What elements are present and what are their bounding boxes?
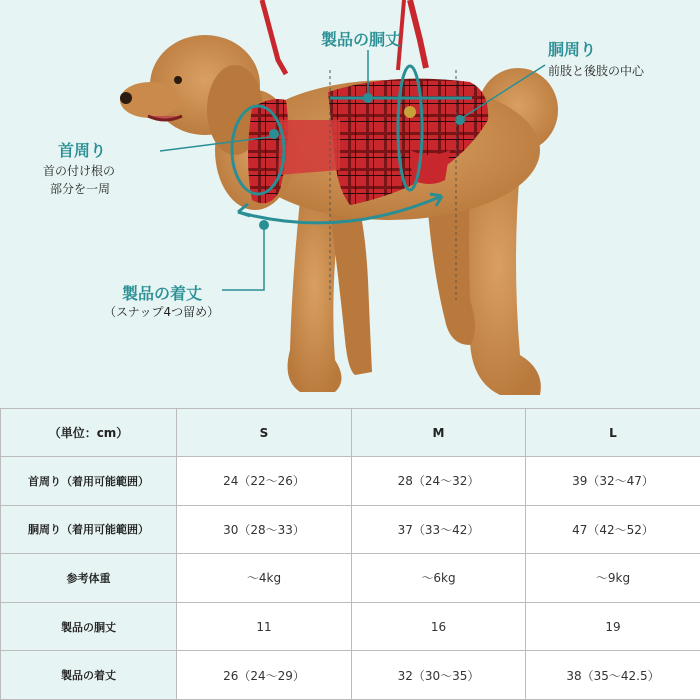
row-label-body-length: 製品の胴丈 (1, 602, 177, 651)
body-length-callout-title: 製品の胴丈 (321, 30, 402, 49)
table-row (1, 505, 700, 554)
table-header-row (1, 409, 700, 457)
table-cell: 38（35〜42.5） (526, 651, 700, 700)
neck-callout-desc-line1: 首の付け根の (43, 164, 116, 178)
size-chart-table (0, 408, 700, 700)
size-header-s: S (177, 409, 352, 457)
table-cell: 30（28〜33） (177, 505, 352, 554)
table-row (1, 602, 700, 651)
chest-callout-desc: 前肢と後肢の中心 (548, 64, 645, 78)
unit-header-cell: （単位：cm） (1, 409, 177, 457)
table-cell: 47（42〜52） (526, 505, 700, 554)
table-row (1, 457, 700, 506)
size-header-m: M (352, 409, 526, 457)
chest-callout-title: 胴周り (548, 40, 597, 59)
table-cell: 〜9kg (526, 554, 700, 603)
garment-length-callout-desc: （スナップ4つ留め） (104, 305, 220, 319)
garment-length-callout-title: 製品の着丈 (122, 284, 203, 303)
table-row (1, 554, 700, 603)
neck-callout-desc-line2: 部分を一周 (50, 182, 111, 196)
table-cell: 19 (526, 602, 700, 651)
row-label-weight: 参考体重 (1, 554, 177, 603)
table-row (1, 651, 700, 700)
table-cell: 〜4kg (177, 554, 352, 603)
table-cell: 16 (352, 602, 526, 651)
row-label-chest: 胴周り（着用可能範囲） (1, 505, 177, 554)
table-cell: 11 (177, 602, 352, 651)
table-cell: 39（32〜47） (526, 457, 700, 506)
size-header-l: L (526, 409, 700, 457)
row-label-garment-length: 製品の着丈 (1, 651, 177, 700)
table-cell: 28（24〜32） (352, 457, 526, 506)
table-cell: 〜6kg (352, 554, 526, 603)
table-cell: 37（33〜42） (352, 505, 526, 554)
row-label-neck: 首周り（着用可能範囲） (1, 457, 177, 506)
table-cell: 26（24〜29） (177, 651, 352, 700)
neck-callout-title: 首周り (58, 141, 107, 160)
table-cell: 32（30〜35） (352, 651, 526, 700)
table-cell: 24（22〜26） (177, 457, 352, 506)
